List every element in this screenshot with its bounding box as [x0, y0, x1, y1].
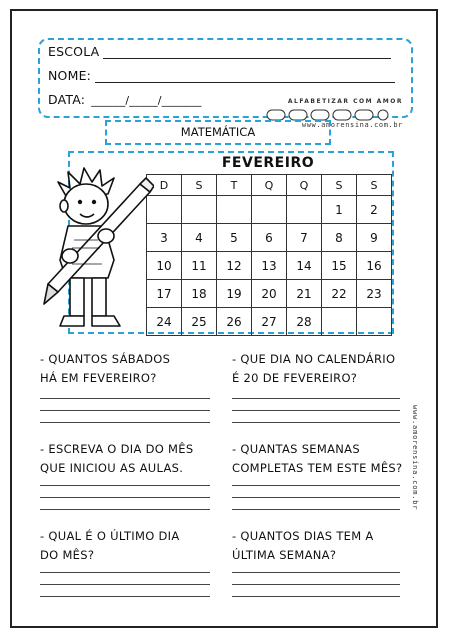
day-cell: 4	[182, 224, 217, 252]
kid-with-pencil-illustration	[36, 160, 154, 336]
weekday-header: S	[357, 175, 392, 196]
day-cell: 26	[217, 308, 252, 336]
day-cell: 18	[182, 280, 217, 308]
logo-text: ALFABETIZAR COM AMOR	[287, 98, 403, 105]
logo-url: www.amorensina.com.br	[301, 121, 403, 129]
weekday-header: S	[322, 175, 357, 196]
subject-title: MATEMÁTICA	[105, 120, 331, 145]
question-text: DO MÊS?	[40, 548, 95, 562]
day-cell	[357, 308, 392, 336]
day-cell: 7	[287, 224, 322, 252]
question-last-day	[40, 527, 180, 565]
answer-line[interactable]	[232, 584, 400, 585]
day-cell: 8	[322, 224, 357, 252]
day-cell: 15	[322, 252, 357, 280]
question-text: HÁ EM FEVEREIRO?	[40, 371, 157, 385]
question-text: - QUANTOS DIAS TEM A	[232, 529, 374, 543]
side-watermark-url: www.amorensina.com.br	[411, 405, 419, 511]
question-saturdays	[40, 350, 170, 388]
day-cell: 6	[252, 224, 287, 252]
date-pattern: ______/_____/_______	[91, 94, 202, 107]
day-cell: 2	[357, 196, 392, 224]
answer-line[interactable]	[232, 422, 400, 423]
day-cell	[252, 196, 287, 224]
answer-line[interactable]	[40, 509, 210, 510]
question-text: É 20 DE FEVEREIRO?	[232, 371, 358, 385]
day-cell: 5	[217, 224, 252, 252]
answer-line[interactable]	[232, 596, 400, 597]
date-field[interactable]	[48, 92, 202, 107]
day-cell: 13	[252, 252, 287, 280]
day-cell: 19	[217, 280, 252, 308]
day-cell: 9	[357, 224, 392, 252]
day-cell: 12	[217, 252, 252, 280]
answer-line[interactable]	[40, 596, 210, 597]
weekday-header: Q	[252, 175, 287, 196]
answer-line[interactable]	[40, 422, 210, 423]
day-cell: 25	[182, 308, 217, 336]
question-text: QUE INICIOU AS AULAS.	[40, 461, 184, 475]
day-cell: 28	[287, 308, 322, 336]
name-label: NOME:	[48, 68, 92, 83]
day-cell: 22	[322, 280, 357, 308]
answer-line[interactable]	[232, 410, 400, 411]
day-cell	[322, 308, 357, 336]
calendar-table	[146, 174, 392, 336]
weekday-header: T	[217, 175, 252, 196]
answer-line[interactable]	[232, 572, 400, 573]
answer-line[interactable]	[40, 584, 210, 585]
school-line	[103, 46, 391, 59]
day-cell: 10	[147, 252, 182, 280]
day-cell: 11	[182, 252, 217, 280]
calendar-month: FEVEREIRO	[221, 155, 315, 171]
answer-line[interactable]	[232, 485, 400, 486]
day-cell: 20	[252, 280, 287, 308]
question-first-day	[40, 440, 193, 478]
day-cell	[217, 196, 252, 224]
answer-line[interactable]	[40, 410, 210, 411]
school-label: ESCOLA	[48, 44, 100, 59]
question-text: COMPLETAS TEM ESTE MÊS?	[232, 461, 403, 475]
answer-line[interactable]	[232, 398, 400, 399]
day-cell: 1	[322, 196, 357, 224]
weekday-header: Q	[287, 175, 322, 196]
question-last-week-days	[232, 527, 374, 565]
name-line	[95, 70, 395, 83]
answer-line[interactable]	[232, 497, 400, 498]
day-cell: 24	[147, 308, 182, 336]
question-full-weeks	[232, 440, 402, 478]
weekday-header: D	[147, 175, 182, 196]
question-text: - ESCREVA O DIA DO MÊS	[40, 442, 194, 456]
answer-line[interactable]	[40, 398, 210, 399]
day-cell: 27	[252, 308, 287, 336]
weekday-header: S	[182, 175, 217, 196]
day-cell: 21	[287, 280, 322, 308]
answer-line[interactable]	[40, 485, 210, 486]
question-text: - QUE DIA NO CALENDÁRIO	[232, 352, 396, 366]
question-text: - QUANTAS SEMANAS	[232, 442, 360, 456]
day-cell: 17	[147, 280, 182, 308]
date-label: DATA:	[48, 92, 86, 107]
day-cell	[287, 196, 322, 224]
question-text: - QUANTOS SÁBADOS	[40, 352, 171, 366]
day-cell: 23	[357, 280, 392, 308]
answer-line[interactable]	[40, 497, 210, 498]
question-text: ÚLTIMA SEMANA?	[232, 548, 337, 562]
question-day-20	[232, 350, 395, 388]
answer-line[interactable]	[232, 509, 400, 510]
day-cell	[182, 196, 217, 224]
answer-line[interactable]	[40, 572, 210, 573]
question-text: - QUAL É O ÚLTIMO DIA	[40, 529, 180, 543]
day-cell: 3	[147, 224, 182, 252]
day-cell: 14	[287, 252, 322, 280]
logo	[263, 95, 403, 129]
name-field[interactable]	[48, 68, 395, 83]
day-cell: 16	[357, 252, 392, 280]
school-field[interactable]	[48, 44, 391, 59]
